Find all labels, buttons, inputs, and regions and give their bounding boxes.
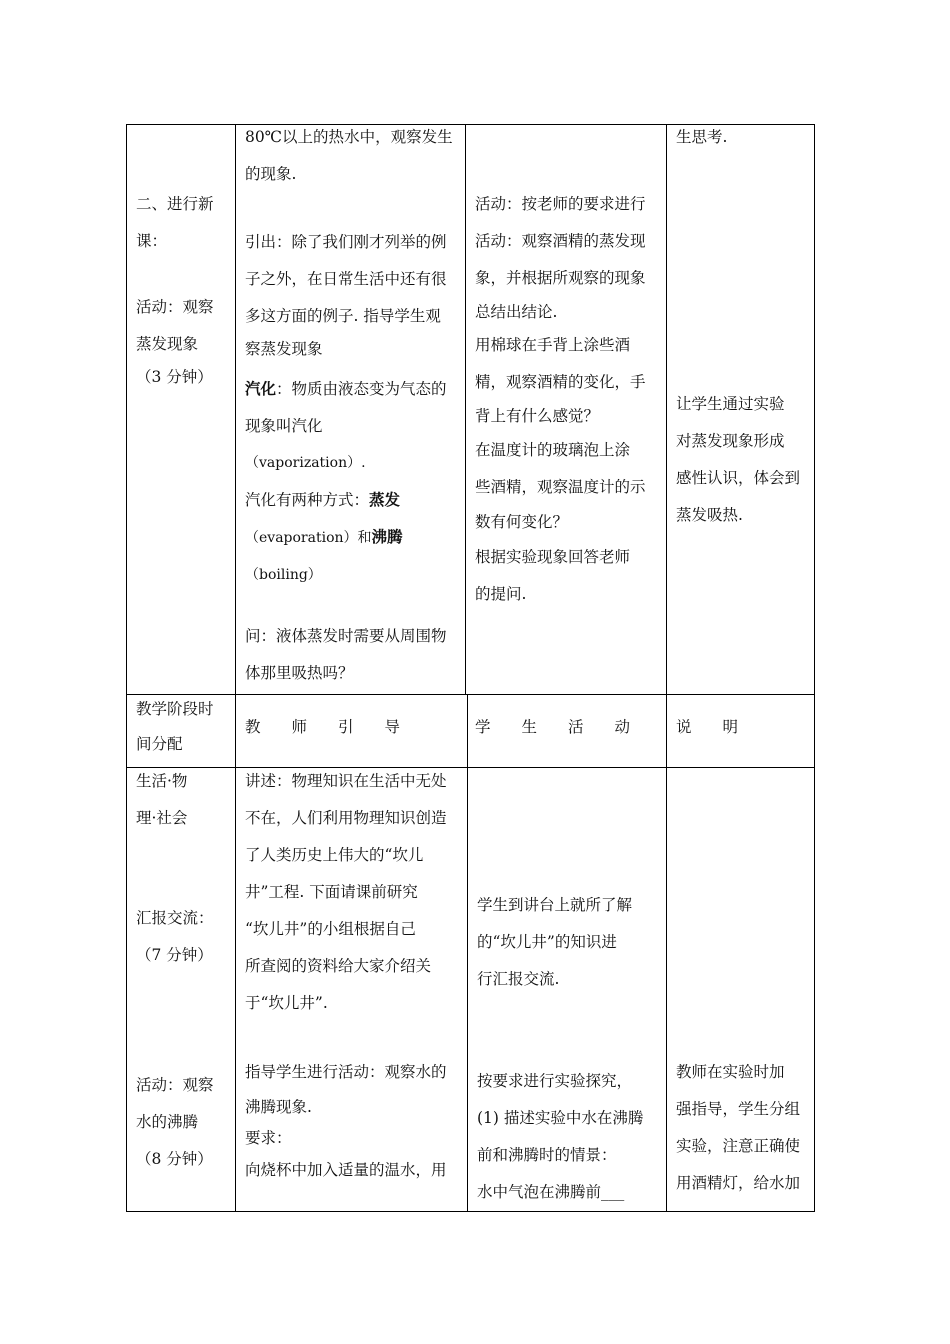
teacher-line: 要求： [245, 1129, 292, 1147]
teacher-line: 多这方面的例子. 指导学生观 [245, 307, 441, 325]
teacher-cell-question [245, 618, 447, 692]
definition-line [245, 370, 447, 408]
teacher-cell-boiling [245, 1054, 447, 1187]
term-evaporation: 蒸发 [369, 490, 401, 509]
definition-line: （boiling） [245, 567, 322, 583]
note-cell-boiling [676, 1054, 800, 1202]
stage-line: （3 分钟） [136, 368, 213, 386]
student-cell-boiling [477, 1063, 643, 1211]
note-line: 让学生通过实验 [676, 395, 785, 413]
teacher-line: 引出：除了我们刚才列举的例 [245, 233, 447, 251]
note-line: 对蒸发现象形成 [676, 432, 785, 450]
student-line: 用棉球在手背上涂些酒 [475, 336, 631, 354]
vaporization-definition [245, 370, 447, 594]
row-divider [126, 694, 815, 695]
student-line: 按要求进行实验探究， [477, 1072, 633, 1090]
note-line: 用酒精灯，给水加 [676, 1174, 801, 1192]
teacher-line: 井”工程. 下面请课前研究 [245, 883, 418, 901]
definition-line [245, 518, 447, 557]
student-line: 的“坎儿井”的知识进 [477, 933, 617, 951]
stage-line: 汇报交流： [136, 909, 214, 927]
student-line: 的提问. [475, 585, 527, 603]
stage-line: 生活·物 [136, 772, 188, 790]
student-line: 数有何变化？ [475, 513, 569, 531]
stage-line: 活动：观察 [136, 1076, 214, 1094]
student-line: 前和沸腾时的情景： [477, 1146, 617, 1164]
note-line: 教师在实验时加 [676, 1063, 785, 1081]
ways-prefix: 汽化有两种方式： [245, 491, 370, 509]
teacher-line: 不在，人们利用物理知识创造 [245, 809, 447, 827]
student-line: 学生到讲台上就所了解 [477, 896, 633, 914]
note-cell-evaporation [676, 386, 800, 534]
note-cell-top [676, 119, 727, 156]
header-note-label: 说 明 [676, 718, 739, 736]
header-stage [136, 692, 214, 762]
teacher-line: 体那里吸热吗？ [245, 664, 354, 682]
stage-line [136, 260, 214, 289]
column-divider [235, 124, 236, 1212]
stage-line: 理·社会 [136, 809, 188, 827]
teacher-line: 向烧杯中加入适量的温水，用 [245, 1161, 447, 1179]
student-line: (1) 描述实验中水在沸腾 [477, 1109, 644, 1127]
header-student-label: 学 生 活 动 [475, 718, 631, 736]
teacher-line: 察蒸发现象 [245, 340, 323, 358]
row-divider [126, 767, 815, 768]
note-line: 生思考. [676, 128, 728, 146]
note-line: 实验，注意正确使 [676, 1137, 801, 1155]
stage-cell-report [136, 900, 214, 974]
student-line: 活动：观察酒精的蒸发现 [475, 232, 646, 250]
term-vaporization: 汽化 [245, 379, 277, 398]
teacher-cell-intro [245, 224, 447, 363]
teacher-line: 沸腾现象. [245, 1098, 312, 1116]
stage-cell-new-lesson [136, 186, 214, 391]
stage-cell-boiling [136, 1067, 214, 1178]
student-line: 精，观察酒精的变化，手 [475, 373, 646, 391]
student-line: 总结出结论. [475, 303, 558, 321]
table-right-border [814, 124, 815, 1212]
header-teacher-label: 教 师 引 导 [245, 718, 401, 736]
student-cell-karez [477, 887, 632, 998]
evaporation-en: （evaporation）和 [245, 530, 372, 546]
table-left-border [126, 124, 127, 1212]
note-line: 蒸发吸热. [676, 506, 743, 524]
stage-line: （8 分钟） [136, 1150, 213, 1168]
header-teacher [245, 709, 400, 746]
teacher-line: 于“坎儿井”. [245, 994, 328, 1012]
column-divider [465, 124, 466, 695]
stage-line: 活动：观察 [136, 298, 214, 316]
header-note [676, 709, 738, 746]
student-line: 根据实验现象回答老师 [475, 548, 631, 566]
teacher-line: 子之外，在日常生活中还有很 [245, 270, 447, 288]
student-line: 些酒精，观察温度计的示 [475, 478, 646, 496]
stage-line: 水的沸腾 [136, 1113, 199, 1131]
student-line: 水中气泡在沸腾前___ [477, 1183, 625, 1201]
column-divider [467, 694, 468, 1212]
teacher-line: 问：液体蒸发时需要从周围物 [245, 627, 447, 645]
teacher-cell-karez [245, 763, 447, 1022]
student-line: 背上有什么感觉？ [475, 407, 600, 425]
stage-line: 课： [136, 232, 168, 250]
note-line: 强指导，学生分组 [676, 1100, 801, 1118]
teacher-line: 的现象. [245, 165, 297, 183]
teacher-cell-top [245, 119, 453, 193]
column-divider [666, 124, 667, 1212]
teacher-line: 指导学生进行活动：观察水的 [245, 1063, 447, 1081]
stage-cell-life-physics [136, 763, 187, 837]
stage-line: 蒸发现象 [136, 335, 199, 353]
student-line: 行汇报交流. [477, 970, 560, 988]
header-student [475, 709, 630, 746]
student-line: 活动：按老师的要求进行 [475, 195, 646, 213]
teacher-line: 了人类历史上伟大的“坎儿 [245, 846, 424, 864]
definition-line: （vaporization）. [245, 455, 366, 471]
definition-line [245, 482, 447, 518]
term-boiling: 沸腾 [371, 527, 403, 546]
teacher-line: 80℃以上的热水中，观察发生 [245, 128, 453, 146]
header-stage-line: 间分配 [136, 735, 183, 753]
note-line: 感性认识，体会到 [676, 469, 801, 487]
definition-text: ：物质由液态变为气态的 [276, 380, 447, 398]
table-bottom-border [126, 1211, 815, 1212]
student-line: 象，并根据所观察的现象 [475, 269, 646, 287]
teacher-line: 所查阅的资料给大家介绍关 [245, 957, 432, 975]
teacher-line: “坎儿井”的小组根据自己 [245, 920, 416, 938]
student-line: 在温度计的玻璃泡上涂 [475, 441, 631, 459]
header-stage-line: 教学阶段时 [136, 700, 214, 718]
stage-line: 二、进行新 [136, 195, 214, 213]
stage-line: （7 分钟） [136, 946, 213, 964]
definition-line: 现象叫汽化 [245, 417, 323, 435]
student-cell-evaporation [475, 186, 646, 613]
teacher-line: 讲述：物理知识在生活中无处 [245, 772, 447, 790]
